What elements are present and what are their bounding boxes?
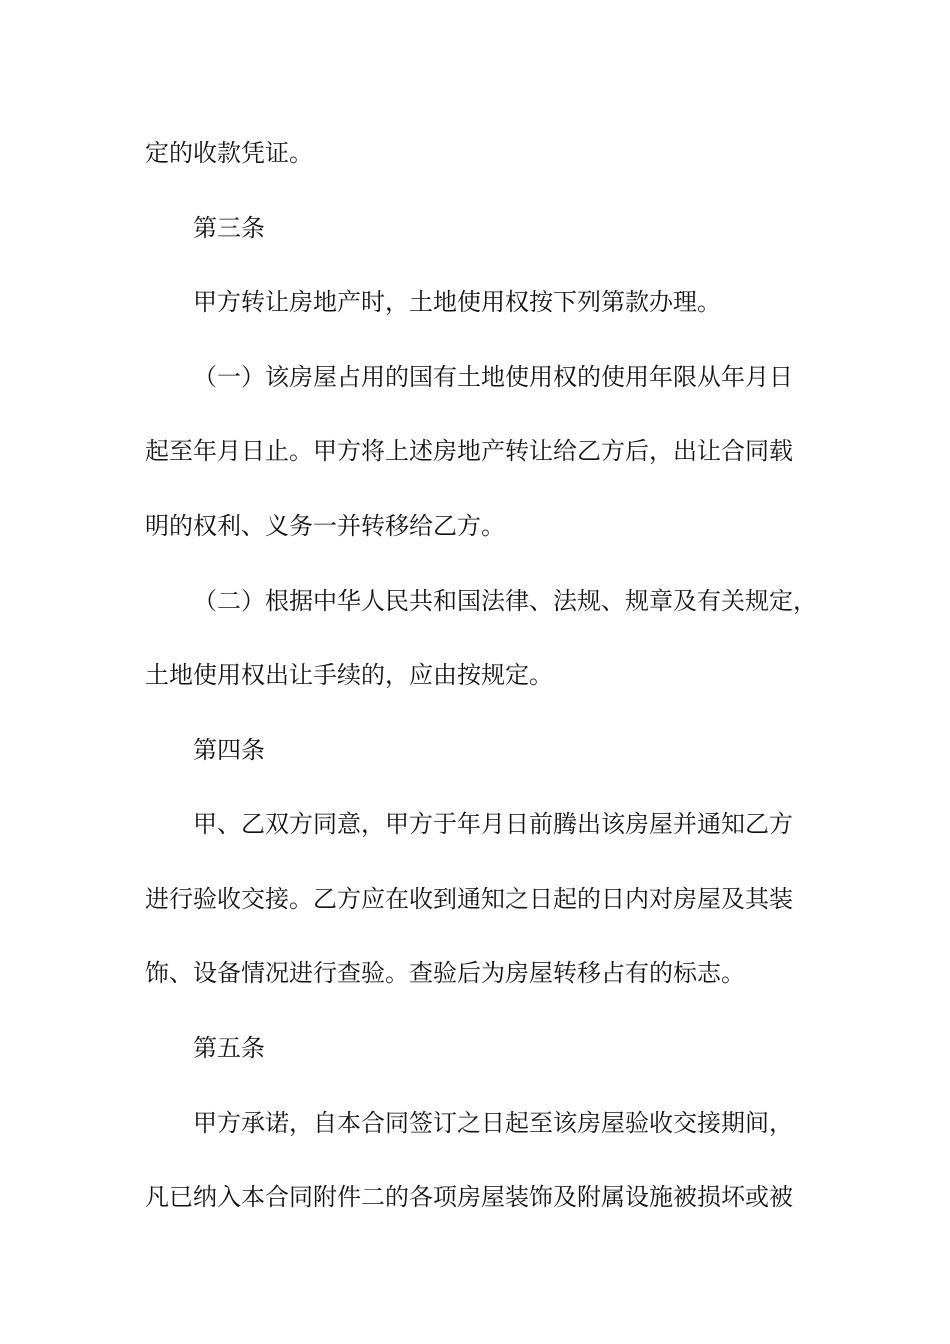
- article-heading-4: 第四条: [193, 736, 265, 764]
- paragraph-line: （二）根据中华人民共和国法律、法规、规章及有关规定，: [193, 587, 817, 615]
- paragraph-line: 甲方承诺，自本合同签订之日起至该房屋验收交接期间，: [193, 1109, 793, 1137]
- paragraph-line: 甲、乙双方同意，甲方于年月日前腾出该房屋并通知乙方: [193, 810, 793, 838]
- paragraph-line: 土地使用权出让手续的，应由按规定。: [145, 661, 553, 689]
- paragraph-continuation: 定的收款凭证。: [145, 139, 313, 167]
- article-heading-3: 第三条: [193, 214, 265, 242]
- paragraph-line: 进行验收交接。乙方应在收到通知之日起的日内对房屋及其装: [145, 885, 793, 913]
- paragraph-line: 凡已纳入本合同附件二的各项房屋装饰及附属设施被损坏或被: [145, 1183, 793, 1211]
- paragraph-line: （一）该房屋占用的国有土地使用权的使用年限从年月日: [193, 363, 793, 391]
- paragraph-line: 明的权利、义务一并转移给乙方。: [145, 512, 505, 540]
- paragraph-line: 起至年月日止。甲方将上述房地产转让给乙方后，出让合同载: [145, 437, 793, 465]
- article-heading-5: 第五条: [193, 1034, 265, 1062]
- paragraph-line: 甲方转让房地产时，土地使用权按下列第款办理。: [193, 288, 721, 316]
- paragraph-line: 饰、设备情况进行查验。查验后为房屋转移占有的标志。: [145, 959, 745, 987]
